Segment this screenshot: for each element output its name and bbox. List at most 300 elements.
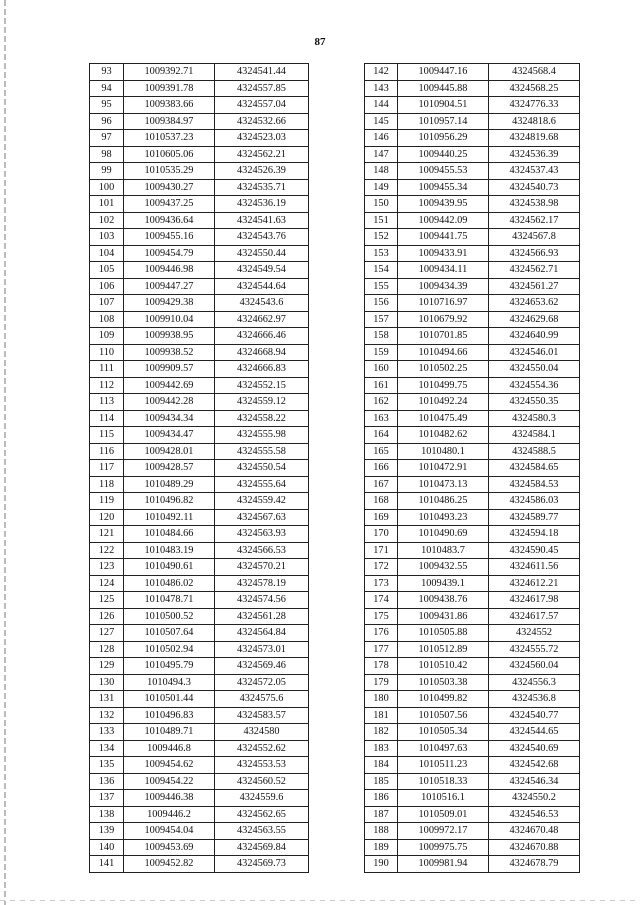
- y-coordinate-cell: 4324563.93: [215, 526, 309, 543]
- table-row: [90, 509, 309, 526]
- x-coordinate-cell: 1009455.34: [398, 179, 489, 196]
- x-coordinate-cell: 1010516.1: [398, 790, 489, 807]
- y-coordinate-cell: 4324532.66: [215, 113, 309, 130]
- y-coordinate-cell: 4324555.64: [215, 476, 309, 493]
- x-coordinate-cell: 1010507.64: [124, 625, 215, 642]
- x-coordinate-cell: 1009384.97: [124, 113, 215, 130]
- x-coordinate-cell: 1009442.69: [124, 377, 215, 394]
- y-coordinate-cell: 4324537.43: [489, 163, 580, 180]
- x-coordinate-cell: 1010701.85: [398, 328, 489, 345]
- y-coordinate-cell: 4324568.4: [489, 64, 580, 81]
- point-number-cell: 129: [90, 658, 124, 675]
- table-row: [365, 559, 580, 576]
- table-row: [365, 97, 580, 114]
- y-coordinate-cell: 4324589.77: [489, 509, 580, 526]
- y-coordinate-cell: 4324572.05: [215, 674, 309, 691]
- point-number-cell: 189: [365, 839, 398, 856]
- point-number-cell: 188: [365, 823, 398, 840]
- point-number-cell: 107: [90, 295, 124, 312]
- point-number-cell: 100: [90, 179, 124, 196]
- table-row: [365, 707, 580, 724]
- point-number-cell: 96: [90, 113, 124, 130]
- table-row: [365, 608, 580, 625]
- y-coordinate-cell: 4324562.71: [489, 262, 580, 279]
- point-number-cell: 106: [90, 278, 124, 295]
- x-coordinate-cell: 1009446.38: [124, 790, 215, 807]
- table-row: [90, 823, 309, 840]
- table-row: [90, 856, 309, 873]
- y-coordinate-cell: 4324629.68: [489, 311, 580, 328]
- y-coordinate-cell: 4324560.52: [215, 773, 309, 790]
- y-coordinate-cell: 4324552: [489, 625, 580, 642]
- x-coordinate-cell: 1009432.55: [398, 559, 489, 576]
- table-row: [90, 707, 309, 724]
- y-coordinate-cell: 4324543.76: [215, 229, 309, 246]
- x-coordinate-cell: 1009439.1: [398, 575, 489, 592]
- table-row: [365, 196, 580, 213]
- x-coordinate-cell: 1010490.69: [398, 526, 489, 543]
- point-number-cell: 108: [90, 311, 124, 328]
- point-number-cell: 177: [365, 641, 398, 658]
- x-coordinate-cell: 1009975.75: [398, 839, 489, 856]
- table-row: [90, 130, 309, 147]
- x-coordinate-cell: 1009446.98: [124, 262, 215, 279]
- y-coordinate-cell: 4324546.01: [489, 344, 580, 361]
- point-number-cell: 149: [365, 179, 398, 196]
- table-row: [365, 674, 580, 691]
- table-row: [90, 806, 309, 823]
- table-row: [90, 559, 309, 576]
- scan-bottom-artifact: [0, 900, 640, 901]
- point-number-cell: 147: [365, 146, 398, 163]
- table-row: [365, 262, 580, 279]
- point-number-cell: 172: [365, 559, 398, 576]
- point-number-cell: 99: [90, 163, 124, 180]
- point-number-cell: 123: [90, 559, 124, 576]
- y-coordinate-cell: 4324668.94: [215, 344, 309, 361]
- table-row: [365, 146, 580, 163]
- point-number-cell: 109: [90, 328, 124, 345]
- x-coordinate-cell: 1009938.95: [124, 328, 215, 345]
- coordinates-table-right: [364, 63, 580, 873]
- x-coordinate-cell: 1010492.11: [124, 509, 215, 526]
- table-row: [365, 130, 580, 147]
- x-coordinate-cell: 1010510.42: [398, 658, 489, 675]
- x-coordinate-cell: 1010505.88: [398, 625, 489, 642]
- point-number-cell: 150: [365, 196, 398, 213]
- x-coordinate-cell: 1010956.29: [398, 130, 489, 147]
- y-coordinate-cell: 4324550.04: [489, 361, 580, 378]
- y-coordinate-cell: 4324678.79: [489, 856, 580, 873]
- x-coordinate-cell: 1009431.86: [398, 608, 489, 625]
- x-coordinate-cell: 1010494.3: [124, 674, 215, 691]
- x-coordinate-cell: 1009454.04: [124, 823, 215, 840]
- x-coordinate-cell: 1010496.83: [124, 707, 215, 724]
- point-number-cell: 119: [90, 493, 124, 510]
- x-coordinate-cell: 1010535.29: [124, 163, 215, 180]
- point-number-cell: 126: [90, 608, 124, 625]
- y-coordinate-cell: 4324560.04: [489, 658, 580, 675]
- point-number-cell: 190: [365, 856, 398, 873]
- y-coordinate-cell: 4324535.71: [215, 179, 309, 196]
- point-number-cell: 94: [90, 80, 124, 97]
- y-coordinate-cell: 4324567.8: [489, 229, 580, 246]
- x-coordinate-cell: 1010518.33: [398, 773, 489, 790]
- table-row: [90, 740, 309, 757]
- point-number-cell: 142: [365, 64, 398, 81]
- x-coordinate-cell: 1009453.69: [124, 839, 215, 856]
- y-coordinate-cell: 4324562.17: [489, 212, 580, 229]
- point-number-cell: 165: [365, 443, 398, 460]
- x-coordinate-cell: 1009445.88: [398, 80, 489, 97]
- y-coordinate-cell: 4324559.12: [215, 394, 309, 411]
- y-coordinate-cell: 4324666.46: [215, 328, 309, 345]
- x-coordinate-cell: 1010904.51: [398, 97, 489, 114]
- table-row: [90, 394, 309, 411]
- x-coordinate-cell: 1009428.57: [124, 460, 215, 477]
- y-coordinate-cell: 4324573.01: [215, 641, 309, 658]
- y-coordinate-cell: 4324526.39: [215, 163, 309, 180]
- point-number-cell: 185: [365, 773, 398, 790]
- point-number-cell: 153: [365, 245, 398, 262]
- x-coordinate-cell: 1010605.06: [124, 146, 215, 163]
- table-row: [365, 245, 580, 262]
- table-row: [90, 839, 309, 856]
- table-row: [365, 163, 580, 180]
- point-number-cell: 135: [90, 757, 124, 774]
- y-coordinate-cell: 4324558.22: [215, 410, 309, 427]
- table-row: [90, 245, 309, 262]
- table-row: [365, 278, 580, 295]
- y-coordinate-cell: 4324538.98: [489, 196, 580, 213]
- point-number-cell: 152: [365, 229, 398, 246]
- x-coordinate-cell: 1010512.89: [398, 641, 489, 658]
- point-number-cell: 154: [365, 262, 398, 279]
- point-number-cell: 151: [365, 212, 398, 229]
- point-number-cell: 168: [365, 493, 398, 510]
- point-number-cell: 143: [365, 80, 398, 97]
- y-coordinate-cell: 4324580.3: [489, 410, 580, 427]
- x-coordinate-cell: 1010496.82: [124, 493, 215, 510]
- table-row: [365, 509, 580, 526]
- table-row: [90, 658, 309, 675]
- point-number-cell: 121: [90, 526, 124, 543]
- y-coordinate-cell: 4324640.99: [489, 328, 580, 345]
- y-coordinate-cell: 4324552.15: [215, 377, 309, 394]
- point-number-cell: 176: [365, 625, 398, 642]
- y-coordinate-cell: 4324561.27: [489, 278, 580, 295]
- point-number-cell: 164: [365, 427, 398, 444]
- point-number-cell: 118: [90, 476, 124, 493]
- y-coordinate-cell: 4324776.33: [489, 97, 580, 114]
- y-coordinate-cell: 4324566.93: [489, 245, 580, 262]
- y-coordinate-cell: 4324612.21: [489, 575, 580, 592]
- table-row: [365, 344, 580, 361]
- point-number-cell: 134: [90, 740, 124, 757]
- y-coordinate-cell: 4324583.57: [215, 707, 309, 724]
- y-coordinate-cell: 4324536.19: [215, 196, 309, 213]
- y-coordinate-cell: 4324569.46: [215, 658, 309, 675]
- y-coordinate-cell: 4324666.83: [215, 361, 309, 378]
- x-coordinate-cell: 1009430.27: [124, 179, 215, 196]
- table-row: [90, 377, 309, 394]
- point-number-cell: 187: [365, 806, 398, 823]
- x-coordinate-cell: 1010957.14: [398, 113, 489, 130]
- y-coordinate-cell: 4324561.28: [215, 608, 309, 625]
- y-coordinate-cell: 4324584.65: [489, 460, 580, 477]
- table-row: [365, 113, 580, 130]
- point-number-cell: 115: [90, 427, 124, 444]
- x-coordinate-cell: 1010472.91: [398, 460, 489, 477]
- x-coordinate-cell: 1009442.28: [124, 394, 215, 411]
- y-coordinate-cell: 4324552.62: [215, 740, 309, 757]
- y-coordinate-cell: 4324562.21: [215, 146, 309, 163]
- page-number: 87: [314, 36, 326, 48]
- y-coordinate-cell: 4324540.77: [489, 707, 580, 724]
- point-number-cell: 112: [90, 377, 124, 394]
- y-coordinate-cell: 4324570.21: [215, 559, 309, 576]
- table-row: [90, 790, 309, 807]
- point-number-cell: 105: [90, 262, 124, 279]
- point-number-cell: 138: [90, 806, 124, 823]
- point-number-cell: 166: [365, 460, 398, 477]
- table-row: [365, 179, 580, 196]
- table-row: [365, 823, 580, 840]
- y-coordinate-cell: 4324653.62: [489, 295, 580, 312]
- table-row: [365, 625, 580, 642]
- y-coordinate-cell: 4324523.03: [215, 130, 309, 147]
- y-coordinate-cell: 4324550.35: [489, 394, 580, 411]
- y-coordinate-cell: 4324541.44: [215, 64, 309, 81]
- table-row: [90, 427, 309, 444]
- point-number-cell: 113: [90, 394, 124, 411]
- point-number-cell: 133: [90, 724, 124, 741]
- table-row: [90, 592, 309, 609]
- y-coordinate-cell: 4324584.53: [489, 476, 580, 493]
- table-row: [90, 674, 309, 691]
- x-coordinate-cell: 1010475.49: [398, 410, 489, 427]
- table-row: [90, 724, 309, 741]
- point-number-cell: 186: [365, 790, 398, 807]
- point-number-cell: 122: [90, 542, 124, 559]
- x-coordinate-cell: 1009434.47: [124, 427, 215, 444]
- table-row: [365, 377, 580, 394]
- point-number-cell: 167: [365, 476, 398, 493]
- x-coordinate-cell: 1010507.56: [398, 707, 489, 724]
- point-number-cell: 158: [365, 328, 398, 345]
- point-number-cell: 136: [90, 773, 124, 790]
- y-coordinate-cell: 4324546.34: [489, 773, 580, 790]
- point-number-cell: 139: [90, 823, 124, 840]
- y-coordinate-cell: 4324578.19: [215, 575, 309, 592]
- point-number-cell: 178: [365, 658, 398, 675]
- table-row: [90, 361, 309, 378]
- point-number-cell: 104: [90, 245, 124, 262]
- y-coordinate-cell: 4324554.36: [489, 377, 580, 394]
- point-number-cell: 110: [90, 344, 124, 361]
- x-coordinate-cell: 1010502.25: [398, 361, 489, 378]
- x-coordinate-cell: 1009447.16: [398, 64, 489, 81]
- table-row: [90, 229, 309, 246]
- x-coordinate-cell: 1010502.94: [124, 641, 215, 658]
- x-coordinate-cell: 1010473.13: [398, 476, 489, 493]
- y-coordinate-cell: 4324562.65: [215, 806, 309, 823]
- x-coordinate-cell: 1009428.01: [124, 443, 215, 460]
- y-coordinate-cell: 4324819.68: [489, 130, 580, 147]
- table-row: [365, 394, 580, 411]
- x-coordinate-cell: 1010484.66: [124, 526, 215, 543]
- y-coordinate-cell: 4324584.1: [489, 427, 580, 444]
- y-coordinate-cell: 4324670.48: [489, 823, 580, 840]
- y-coordinate-cell: 4324569.73: [215, 856, 309, 873]
- y-coordinate-cell: 4324580: [215, 724, 309, 741]
- table-row: [365, 328, 580, 345]
- x-coordinate-cell: 1009454.79: [124, 245, 215, 262]
- y-coordinate-cell: 4324574.56: [215, 592, 309, 609]
- y-coordinate-cell: 4324541.63: [215, 212, 309, 229]
- point-number-cell: 101: [90, 196, 124, 213]
- x-coordinate-cell: 1009938.52: [124, 344, 215, 361]
- point-number-cell: 132: [90, 707, 124, 724]
- x-coordinate-cell: 1009436.64: [124, 212, 215, 229]
- table-row: [90, 526, 309, 543]
- coordinates-table-left: [89, 63, 309, 873]
- y-coordinate-cell: 4324566.53: [215, 542, 309, 559]
- table-row: [90, 773, 309, 790]
- table-row: [365, 839, 580, 856]
- x-coordinate-cell: 1010495.79: [124, 658, 215, 675]
- point-number-cell: 183: [365, 740, 398, 757]
- table-row: [365, 658, 580, 675]
- y-coordinate-cell: 4324549.54: [215, 262, 309, 279]
- point-number-cell: 180: [365, 691, 398, 708]
- x-coordinate-cell: 1010478.71: [124, 592, 215, 609]
- table-row: [90, 64, 309, 81]
- point-number-cell: 114: [90, 410, 124, 427]
- point-number-cell: 144: [365, 97, 398, 114]
- y-coordinate-cell: 4324550.44: [215, 245, 309, 262]
- point-number-cell: 173: [365, 575, 398, 592]
- table-row: [90, 146, 309, 163]
- table-row: [365, 790, 580, 807]
- y-coordinate-cell: 4324559.42: [215, 493, 309, 510]
- table-row: [90, 97, 309, 114]
- y-coordinate-cell: 4324818.6: [489, 113, 580, 130]
- y-coordinate-cell: 4324536.39: [489, 146, 580, 163]
- point-number-cell: 157: [365, 311, 398, 328]
- table-row: [90, 625, 309, 642]
- point-number-cell: 162: [365, 394, 398, 411]
- point-number-cell: 124: [90, 575, 124, 592]
- point-number-cell: 179: [365, 674, 398, 691]
- x-coordinate-cell: 1010501.44: [124, 691, 215, 708]
- x-coordinate-cell: 1009454.62: [124, 757, 215, 774]
- point-number-cell: 97: [90, 130, 124, 147]
- x-coordinate-cell: 1010499.75: [398, 377, 489, 394]
- x-coordinate-cell: 1010716.97: [398, 295, 489, 312]
- table-row: [90, 443, 309, 460]
- coordinates-table-left-body: [90, 64, 309, 873]
- y-coordinate-cell: 4324564.84: [215, 625, 309, 642]
- x-coordinate-cell: 1010492.24: [398, 394, 489, 411]
- x-coordinate-cell: 1009438.76: [398, 592, 489, 609]
- table-row: [365, 740, 580, 757]
- y-coordinate-cell: 4324557.04: [215, 97, 309, 114]
- table-row: [90, 542, 309, 559]
- table-row: [365, 80, 580, 97]
- x-coordinate-cell: 1010511.23: [398, 757, 489, 774]
- y-coordinate-cell: 4324575.6: [215, 691, 309, 708]
- y-coordinate-cell: 4324556.3: [489, 674, 580, 691]
- table-row: [90, 80, 309, 97]
- x-coordinate-cell: 1009446.2: [124, 806, 215, 823]
- x-coordinate-cell: 1009437.25: [124, 196, 215, 213]
- x-coordinate-cell: 1010490.61: [124, 559, 215, 576]
- y-coordinate-cell: 4324586.03: [489, 493, 580, 510]
- table-row: [365, 443, 580, 460]
- y-coordinate-cell: 4324553.53: [215, 757, 309, 774]
- point-number-cell: 98: [90, 146, 124, 163]
- table-row: [90, 262, 309, 279]
- table-row: [365, 295, 580, 312]
- x-coordinate-cell: 1010486.02: [124, 575, 215, 592]
- y-coordinate-cell: 4324567.63: [215, 509, 309, 526]
- table-row: [90, 179, 309, 196]
- point-number-cell: 111: [90, 361, 124, 378]
- y-coordinate-cell: 4324550.54: [215, 460, 309, 477]
- point-number-cell: 146: [365, 130, 398, 147]
- point-number-cell: 103: [90, 229, 124, 246]
- table-row: [365, 575, 580, 592]
- point-number-cell: 181: [365, 707, 398, 724]
- x-coordinate-cell: 1010500.52: [124, 608, 215, 625]
- x-coordinate-cell: 1010489.71: [124, 724, 215, 741]
- y-coordinate-cell: 4324550.2: [489, 790, 580, 807]
- point-number-cell: 159: [365, 344, 398, 361]
- x-coordinate-cell: 1010483.7: [398, 542, 489, 559]
- x-coordinate-cell: 1009429.38: [124, 295, 215, 312]
- scan-edge-artifact: [4, 0, 6, 905]
- x-coordinate-cell: 1010503.38: [398, 674, 489, 691]
- y-coordinate-cell: 4324555.98: [215, 427, 309, 444]
- x-coordinate-cell: 1009455.16: [124, 229, 215, 246]
- table-row: [90, 476, 309, 493]
- x-coordinate-cell: 1009434.39: [398, 278, 489, 295]
- point-number-cell: 184: [365, 757, 398, 774]
- table-row: [365, 493, 580, 510]
- y-coordinate-cell: 4324563.55: [215, 823, 309, 840]
- x-coordinate-cell: 1010537.23: [124, 130, 215, 147]
- point-number-cell: 161: [365, 377, 398, 394]
- y-coordinate-cell: 4324617.98: [489, 592, 580, 609]
- y-coordinate-cell: 4324590.45: [489, 542, 580, 559]
- y-coordinate-cell: 4324569.84: [215, 839, 309, 856]
- y-coordinate-cell: 4324662.97: [215, 311, 309, 328]
- y-coordinate-cell: 4324544.65: [489, 724, 580, 741]
- table-row: [90, 196, 309, 213]
- table-row: [90, 641, 309, 658]
- point-number-cell: 131: [90, 691, 124, 708]
- point-number-cell: 169: [365, 509, 398, 526]
- x-coordinate-cell: 1009452.82: [124, 856, 215, 873]
- y-coordinate-cell: 4324594.18: [489, 526, 580, 543]
- point-number-cell: 125: [90, 592, 124, 609]
- table-row: [365, 724, 580, 741]
- point-number-cell: 137: [90, 790, 124, 807]
- y-coordinate-cell: 4324540.73: [489, 179, 580, 196]
- x-coordinate-cell: 1009433.91: [398, 245, 489, 262]
- table-row: [365, 691, 580, 708]
